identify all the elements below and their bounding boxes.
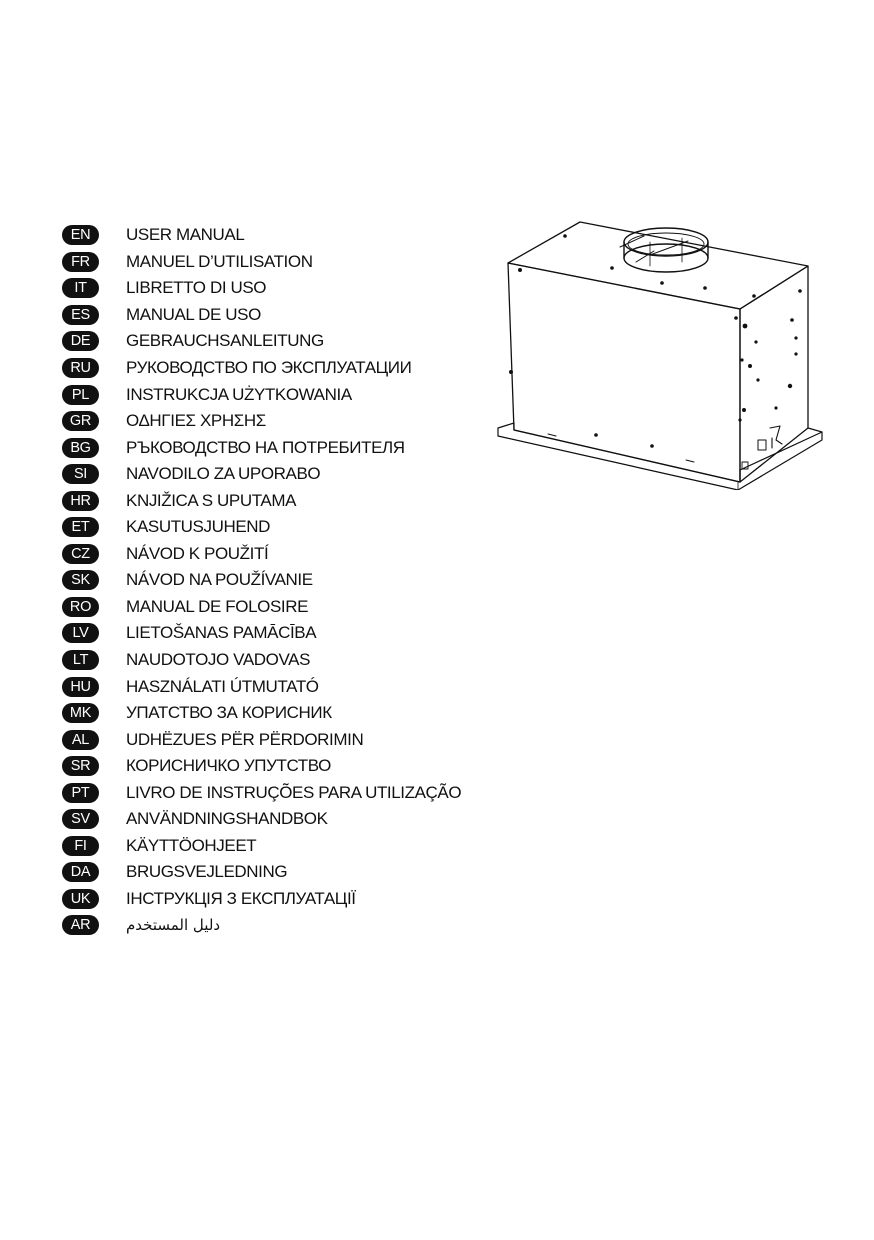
language-code-badge: ES <box>62 305 99 325</box>
language-row-bg <box>62 434 461 461</box>
language-row-cz <box>62 541 461 568</box>
language-row-pl <box>62 381 461 408</box>
language-row-si <box>62 461 461 488</box>
language-code-badge: MK <box>62 703 99 723</box>
language-list <box>62 222 461 939</box>
language-code-badge: SK <box>62 570 99 590</box>
language-title: NAUDOTOJO VADOVAS <box>126 650 311 670</box>
language-code-badge: IT <box>62 278 99 298</box>
language-title: HASZNÁLATI ÚTMUTATÓ <box>126 676 319 696</box>
language-title: NAVODILO ZA UPORABO <box>126 464 321 484</box>
language-title: LIETOŠANAS PAMĀCĪBA <box>126 623 317 643</box>
language-row-de <box>62 328 461 355</box>
language-code-badge: AL <box>62 730 99 750</box>
language-code-badge: PL <box>62 385 99 405</box>
language-row-gr <box>62 408 461 435</box>
language-row-ru <box>62 355 461 382</box>
language-code-badge: DA <box>62 862 99 882</box>
language-row-lv <box>62 620 461 647</box>
language-row-en <box>62 222 461 249</box>
language-code-badge: LV <box>62 623 99 643</box>
language-title: NÁVOD NA POUŽÍVANIE <box>126 570 313 590</box>
language-title: USER MANUAL <box>126 225 245 245</box>
language-code-badge: AR <box>62 915 99 935</box>
language-code-badge: DE <box>62 331 99 351</box>
language-row-ar <box>62 912 461 939</box>
language-row-mk <box>62 700 461 727</box>
language-code-badge: BG <box>62 438 99 458</box>
hood-side-face <box>740 266 808 482</box>
language-code-badge: FR <box>62 252 99 272</box>
language-title: РУКОВОДСТВО ПО ЭКСПЛУАТАЦИИ <box>126 358 412 377</box>
language-title: ІНСТРУКЦІЯ З ЕКСПЛУАТАЦІЇ <box>126 888 356 908</box>
language-row-al <box>62 726 461 753</box>
language-row-sv <box>62 806 461 833</box>
hood-frame <box>498 423 822 490</box>
language-title: NÁVOD K POUŽITÍ <box>126 543 269 563</box>
electrical-connector-icon <box>742 426 782 469</box>
language-code-badge: RO <box>62 597 99 617</box>
language-title: MANUAL DE FOLOSIRE <box>126 596 309 616</box>
cooker-hood-illustration <box>494 218 830 490</box>
hood-top-face <box>508 222 808 309</box>
language-title: KÄYTTÖOHJEET <box>126 835 257 855</box>
language-title: MANUEL D’UTILISATION <box>126 251 313 271</box>
language-row-et <box>62 514 461 541</box>
language-row-lt <box>62 647 461 674</box>
language-title: GEBRAUCHSANLEITUNG <box>126 331 324 351</box>
language-code-badge: LT <box>62 650 99 670</box>
language-row-uk <box>62 886 461 913</box>
language-code-badge: EN <box>62 225 99 245</box>
language-code-badge: PT <box>62 783 99 803</box>
language-row-sk <box>62 567 461 594</box>
language-title: KASUTUSJUHEND <box>126 517 271 537</box>
language-row-hu <box>62 673 461 700</box>
air-outlet-collar-icon <box>620 228 708 272</box>
language-code-badge: FI <box>62 836 99 856</box>
screw-holes <box>509 234 802 448</box>
language-code-badge: GR <box>62 411 99 431</box>
language-code-badge: RU <box>62 358 99 378</box>
language-code-badge: HU <box>62 677 99 697</box>
language-title: УПАТСТВО ЗА КОРИСНИК <box>126 703 332 723</box>
language-title: ANVÄNDNINGSHANDBOK <box>126 809 328 829</box>
language-row-fi <box>62 833 461 860</box>
language-row-hr <box>62 487 461 514</box>
language-code-badge: UK <box>62 889 99 909</box>
language-title: UDHËZUES PËR PËRDORIMIN <box>126 729 364 749</box>
language-code-badge: HR <box>62 491 99 511</box>
language-title: LIVRO DE INSTRUÇÕES PARA UTILIZAÇÃO <box>126 782 462 802</box>
language-row-da <box>62 859 461 886</box>
language-row-sr <box>62 753 461 780</box>
language-row-ro <box>62 594 461 621</box>
language-code-badge: SI <box>62 464 99 484</box>
language-title: BRUGSVEJLEDNING <box>126 862 288 882</box>
language-title: KNJIŽICA S UPUTAMA <box>126 490 297 510</box>
language-title: دليل المستخدم <box>126 916 221 935</box>
language-title: ΟΔΗΓΙΕΣ ΧΡΗΣΗΣ <box>126 411 266 431</box>
language-title: MANUAL DE USO <box>126 304 261 324</box>
language-row-pt <box>62 779 461 806</box>
language-title: INSTRUKCJA UŻYTKOWANIA <box>126 384 352 404</box>
language-code-badge: SR <box>62 756 99 776</box>
language-title: РЪКОВОДСТВО НА ПОТРЕБИТЕЛЯ <box>126 437 405 457</box>
language-title: КОРИСНИЧКО УПУТСТВО <box>126 756 331 776</box>
language-row-fr <box>62 249 461 276</box>
language-title: LIBRETTO DI USO <box>126 278 267 298</box>
language-row-it <box>62 275 461 302</box>
language-code-badge: SV <box>62 809 99 829</box>
language-code-badge: ET <box>62 517 99 537</box>
hood-front-face <box>508 263 740 482</box>
language-row-es <box>62 302 461 329</box>
language-code-badge: CZ <box>62 544 99 564</box>
